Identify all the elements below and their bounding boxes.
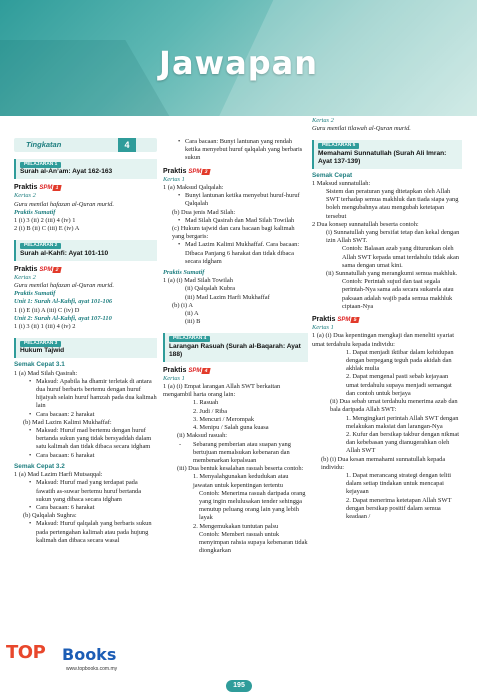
pelajaran-2-header: [14, 240, 157, 260]
answer-line: Contoh: Memberi rasuah untuk menyimpan rahsia supaya kebenaran tidak diongkarkan: [199, 530, 308, 555]
pelajaran-1-header: [14, 159, 157, 179]
answer-line: 1. Dapat menjadi iktibar dalam kehidupan dengan berpegang teguh pada akidah dan akhlak mulia: [346, 348, 454, 373]
praktis-badge: 3: [202, 169, 211, 175]
logo-books-text: Books: [62, 645, 117, 664]
answer-line: 2. Judi / Riba: [193, 407, 228, 415]
tingkatan-label: Tingkatan: [26, 139, 62, 149]
page-number: 195: [226, 680, 252, 692]
pelajaran-title: Surah al-Kahfi: Ayat 101-110: [20, 249, 109, 257]
answer-bullet: • Cara bacaan: 6 harakat: [14, 504, 157, 512]
semak-cepat-label: Semak Cepat 3.1: [14, 361, 65, 369]
answer-line: 1. Menyalahgunakan kedudukan atau jawatan untuk kepentingan tertentu: [193, 473, 289, 489]
semak-cepat-label: Semak Cepat 3.2: [14, 462, 65, 470]
note-text: Guru menilai hafazan al-Quran murid.: [14, 200, 114, 208]
answer-line: Contoh: Menerima rasuah daripada orang yang ingin melulusakan tender sehingga menutup peluang orang lain yang lebih layak: [199, 489, 306, 522]
answer-line: Contoh: Perintah sujud dan taat segala perintah-Nya sama ada secara sukarela atau paksaan adalah wajib pada semua makhluk ciptaan-Nya: [342, 278, 454, 310]
praktis-badge: 2: [53, 267, 62, 273]
answer-bullet: • Mad Silah Qasirah dan Mad Silah Towilah: [163, 217, 308, 225]
praktis-spm-5: [312, 316, 462, 324]
spm-label: SPM: [188, 168, 202, 175]
spm-label: SPM: [188, 367, 202, 374]
answer-line: (b) Qalqalah Sughra:: [23, 512, 77, 520]
answer-row: 2 (i) B (ii) C (iii) E (iv) A: [14, 225, 80, 233]
answer-line: 2. Mengemukakan tuntutan palsu: [193, 522, 279, 530]
answer-line: 2. Kufur dan bersikap takbur dengan nikmat dan kebebasan yang dianugerahkan oleh Allah SWT: [346, 430, 460, 455]
sumatif-label: Praktis Sumatif: [14, 208, 56, 216]
column-3: [312, 116, 462, 676]
column-2: [163, 116, 308, 676]
answer-line: 3. Mencuri / Merompak: [193, 415, 255, 423]
semak-cepat-label: Semak Cepat: [312, 171, 353, 179]
header-banner: [0, 0, 477, 116]
answer-line: (iii) Dua bentuk kesalahan rasuah beserta contoh:: [177, 465, 304, 473]
answer-line: 1 (a) Maksud Qalqalah:: [163, 184, 224, 192]
kertas-label: Kertas 2: [14, 192, 36, 200]
pelajaran-title: Surah al-An’am: Ayat 162-163: [20, 168, 113, 176]
tingkatan-number: 4: [118, 138, 136, 152]
column-1: [14, 116, 157, 676]
answer-line: (b) (i) Dua kesan memahami sunnatullah kepada individu:: [321, 455, 446, 471]
praktis-badge: 5: [351, 317, 360, 323]
answer-line: (ii) Maksud rasuah:: [177, 432, 228, 440]
answer-line: (b) Dua jenis Mad Silah:: [172, 208, 236, 216]
answer-line: 1 (a) (i) Empat larangan Allah SWT berkaitan mengambil harta orang lain:: [163, 383, 281, 399]
answer-bullet: • Maksud: Huruf qalqalah yang berbaris sukun pada pertengahan kalimah atau pada hujung kalimah dan dibaca secara wasal: [14, 520, 157, 545]
page-title: Jawapan: [159, 44, 318, 82]
spm-label: SPM: [39, 185, 53, 192]
answer-line: (c) Hukum tajwid dan cara bacaan bagi kalimah yang bergaris:: [172, 225, 295, 241]
praktis-spm-2: [14, 266, 157, 274]
pelajaran-title: Larangan Rasuah (Surah al-Baqarah: Ayat 188): [169, 342, 301, 358]
tingkatan-bar: [14, 138, 157, 152]
answer-bullet: • Maksud: Huruf mad yang terdapat pada fawatih as-suwar bertemu huruf bertanda sukun yang dibaca secara idgham: [14, 479, 157, 504]
answer-line: 2 Dua konsep sunnatullah beserta contoh:: [312, 220, 419, 228]
answer-bullet: • Cara bacaan: 6 harakat: [14, 452, 157, 460]
answer-line: 1 (a) Mad Lazim Harfi Mutsaqqal:: [14, 471, 103, 479]
answer-line: (ii) Sunnatullah yang merangkumi semua makhluk.: [326, 270, 458, 278]
answer-line: 1. Rasuah: [193, 399, 219, 407]
praktis-spm-1: [14, 184, 157, 192]
logo-top-text: TOP: [6, 642, 46, 663]
answer-line: 2. Dapat menerima ketetapan Allah SWT dengan bersikap positif dalam semua keadaan /: [346, 496, 452, 520]
answer-bullet: • Cara bacaan: Bunyi lantunan yang rendah ketika menyebut huruf qalqalah yang berbaris sukun: [163, 138, 308, 163]
unit-label: Unit 1: Surah Al-Kahfi, ayat 101-106: [14, 298, 113, 306]
spm-label: SPM: [39, 266, 53, 273]
answer-bullet: • Maksud: Apabila ha dhamir terletak di antara dua huruf berbaris bertemu dengan huruf hijaiyah selain huruf hamzah pada dua kalimah lain: [14, 378, 157, 411]
answer-bullet: • Bunyi lantunan ketika menyebut huruf-huruf Qalqalah: [163, 192, 308, 208]
answer-bullet: • Mad Lazim Kalimi Mukhaffaf. Cara bacaan: Dibaca Panjang 6 harakat dan tidak dibaca secara idgham: [163, 241, 308, 266]
answer-row: 1 (i) E (ii) A (iii) C (iv) D: [14, 306, 80, 314]
sumatif-label: Praktis Sumatif: [14, 290, 56, 298]
praktis-spm-3: [163, 168, 308, 176]
answer-line: Contoh: Balasan azab yang diturunkan oleh Allah SWT kepada umat terdahulu tidak akan sama dengan umat kini.: [342, 245, 460, 269]
pelajaran-3-header: [14, 338, 157, 358]
pelajaran-tag: PELAJARAN 2: [20, 243, 61, 249]
logo-url-text: www.topbooks.com.my: [66, 666, 118, 672]
answer-line: (b) Mad Lazim Kalimi Mukhaffaf:: [23, 418, 112, 426]
unit-label: Unit 2: Surah Al-Kahfi, ayat 107-110: [14, 314, 112, 322]
answer-bullet: • Cara bacaan: 2 harakat: [14, 411, 157, 419]
answer-line: (iii) B: [185, 318, 201, 326]
answer-line: 1. Dapat merancang strategi dengan teliti dalam setiap tindakan untuk mencapai kejayaan: [346, 471, 452, 496]
answer-row: 1 (i) 3 (ii) 2 (iii) 4 (iv) 1: [14, 217, 76, 225]
answer-line: 1 Maksud sunnatullah:: [312, 179, 371, 187]
kertas-label: Kertas 1: [312, 324, 334, 332]
pelajaran-tag: PELAJARAN 1: [20, 162, 61, 168]
praktis-label: Praktis: [163, 167, 187, 175]
answer-line: 4. Menipu / Salah guna kuasa: [193, 424, 269, 432]
answer-line: (b) (i) A: [172, 301, 193, 309]
answer-dash: - Sistem dan peraturan yang ditetapkan oleh Allah SWT terhadap semua makhluk dan tiada siapa yang boleh mengubahnya atau mengubah ketetapan tersebut: [312, 188, 462, 221]
kertas-label: Kertas 2: [312, 117, 334, 124]
pelajaran-tag: PELAJARAN 5: [318, 143, 359, 149]
answer-line: (i) Sunnatullah yang bersifat tetap dan kekal dengan izin Allah SWT.: [326, 229, 460, 245]
answer-line: 2. Dapat mengenal pasti sebab kejayaan umat terdahulu supaya menjadi semangat dan contoh untuk berjaya: [346, 373, 452, 397]
praktis-badge: 1: [53, 185, 62, 191]
answer-line: (ii) Qalqalah Kubra: [185, 285, 236, 293]
praktis-label: Praktis: [312, 316, 336, 324]
pelajaran-5-header: [312, 140, 462, 168]
answer-line: (iii) Mad Lazim Harfi Mukhaffaf: [185, 293, 270, 301]
pelajaran-title: Hukum Tajwid: [20, 347, 65, 355]
sumatif-label: Praktis Sumatif: [163, 269, 205, 277]
kertas-label: Kertas 1: [163, 374, 185, 382]
praktis-label: Praktis: [14, 265, 38, 273]
answer-line: (ii) Dua sebab umat terdahulu menerima azab dan bala daripada Allah SWT:: [330, 398, 458, 414]
pelajaran-tag: PELAJARAN 3: [20, 341, 61, 347]
topbooks-logo[interactable]: [2, 640, 142, 674]
note-text: Guru menilai hafazan al-Quran murid.: [14, 282, 114, 290]
spm-label: SPM: [337, 317, 351, 324]
answer-bullet: • Maksud: Huruf mad bertemu dengan huruf bertanda sukun yang tidak bersyaddah dalam satu kalimah dan tidak dibaca secara idgham: [14, 427, 157, 452]
pelajaran-tag: PELAJARAN 4: [169, 336, 210, 342]
praktis-spm-4: [163, 367, 308, 375]
praktis-label: Praktis: [14, 184, 38, 192]
answer-line: 1 (a) (i) Mad Silah Towilah: [163, 277, 233, 285]
pelajaran-title: Memahami Sunnatullah (Surah Ali Imran: Ayat 137-139): [318, 149, 447, 165]
answer-dash: - Sebarang pemberian atau suapan yang bertujuan memalsukan kebenaran dan membenarkan kepalsuan: [163, 441, 308, 466]
answer-line: 1 (a) (i) Dua kepentingan mengkaji dan meneliti syariat umat terdahulu kepada individu:: [312, 332, 454, 348]
answer-row: 1 (i) 3 (ii) 1 (iii) 4 (iv) 2: [14, 323, 76, 331]
kertas-label: Kertas 2: [14, 273, 36, 281]
praktis-label: Praktis: [163, 366, 187, 374]
answer-line: 1. Mengingkari perintah Allah SWT dengan melakukan maksiat dan larangan-Nya: [346, 414, 459, 430]
pelajaran-4-header: [163, 333, 308, 361]
praktis-badge: 4: [202, 368, 211, 374]
answer-line: (ii) A: [185, 310, 199, 318]
note-text: Guru menilai tilawah al-Quran murid.: [312, 125, 411, 133]
answer-line: 1 (a) Mad Silah Qasirah:: [14, 369, 78, 377]
kertas-label: Kertas 1: [163, 175, 185, 183]
